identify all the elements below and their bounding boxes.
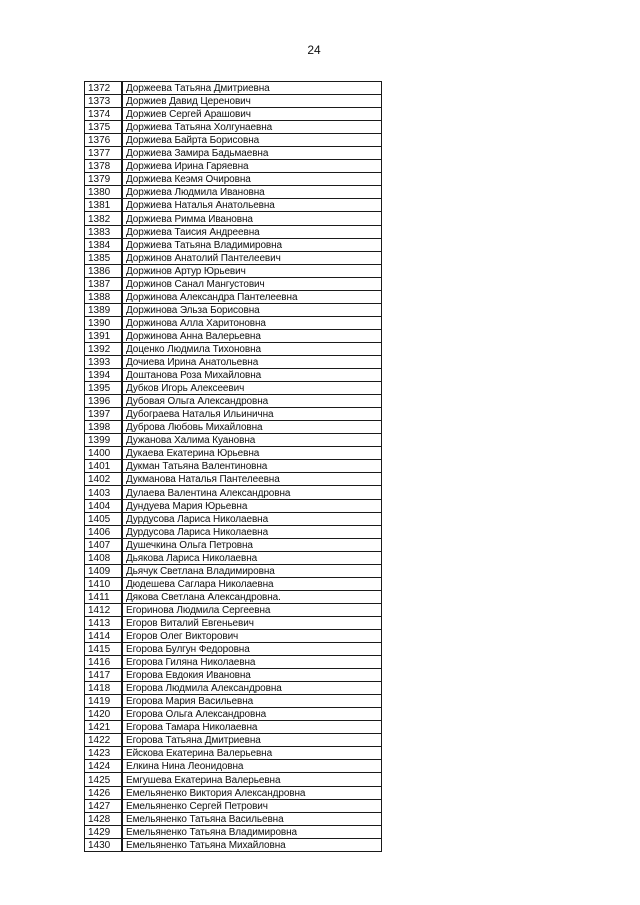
table-row (85, 669, 382, 682)
row-number: 1426 (85, 786, 123, 799)
row-number: 1398 (85, 421, 123, 434)
row-number: 1423 (85, 747, 123, 760)
table-row (85, 421, 382, 434)
person-name: Доржиева Наталья Анатольевна (122, 199, 382, 212)
person-name: Доржинов Артур Юрьевич (122, 264, 382, 277)
row-number: 1399 (85, 434, 123, 447)
table-row (85, 355, 382, 368)
row-number: 1390 (85, 316, 123, 329)
table-row (85, 734, 382, 747)
person-name: Егорова Тамара Николаевна (122, 721, 382, 734)
person-name: Емельяненко Татьяна Владимировна (122, 825, 382, 838)
row-number: 1424 (85, 760, 123, 773)
table-row (85, 499, 382, 512)
table-row (85, 695, 382, 708)
row-number: 1418 (85, 682, 123, 695)
table-row (85, 434, 382, 447)
table-row (85, 329, 382, 342)
person-name: Дундуева Мария Юрьевна (122, 499, 382, 512)
row-number: 1377 (85, 147, 123, 160)
row-number: 1415 (85, 643, 123, 656)
table-row (85, 238, 382, 251)
person-name: Дулаева Валентина Александровна (122, 486, 382, 499)
person-name: Дьякова Лариса Николаевна (122, 551, 382, 564)
row-number: 1416 (85, 656, 123, 669)
person-name: Егорова Татьяна Дмитриевна (122, 734, 382, 747)
roster-body (85, 82, 382, 852)
row-number: 1405 (85, 512, 123, 525)
table-row (85, 786, 382, 799)
row-number: 1421 (85, 721, 123, 734)
person-name: Доржиев Сергей Арашович (122, 108, 382, 121)
table-row (85, 812, 382, 825)
person-name: Дуброва Любовь Михайловна (122, 421, 382, 434)
table-row (85, 186, 382, 199)
person-name: Егорова Мария Васильевна (122, 695, 382, 708)
row-number: 1375 (85, 121, 123, 134)
row-number: 1387 (85, 277, 123, 290)
person-name: Егорова Ольга Александровна (122, 708, 382, 721)
table-row (85, 747, 382, 760)
table-row (85, 643, 382, 656)
person-name: Душечкина Ольга Петровна (122, 538, 382, 551)
table-row (85, 799, 382, 812)
row-number: 1428 (85, 812, 123, 825)
row-number: 1422 (85, 734, 123, 747)
table-row (85, 134, 382, 147)
person-name: Егорова Евдокия Ивановна (122, 669, 382, 682)
person-name: Доржиева Кеэмя Очировна (122, 173, 382, 186)
person-name: Дякова Светлана Александровна. (122, 590, 382, 603)
row-number: 1410 (85, 577, 123, 590)
person-name: Емельяненко Виктория Александровна (122, 786, 382, 799)
row-number: 1404 (85, 499, 123, 512)
person-name: Егорова Людмила Александровна (122, 682, 382, 695)
person-name: Доржинова Александра Пантелеевна (122, 290, 382, 303)
person-name: Дубков Игорь Алексеевич (122, 382, 382, 395)
person-name: Дурдусова Лариса Николаевна (122, 512, 382, 525)
table-row (85, 408, 382, 421)
table-row (85, 251, 382, 264)
person-name: Емгушева Екатерина Валерьевна (122, 773, 382, 786)
table-row (85, 277, 382, 290)
person-name: Дужанова Халима Куановна (122, 434, 382, 447)
row-number: 1374 (85, 108, 123, 121)
row-number: 1372 (85, 82, 123, 95)
row-number: 1429 (85, 825, 123, 838)
person-name: Ейскова Екатерина Валерьевна (122, 747, 382, 760)
person-name: Дукман Татьяна Валентиновна (122, 460, 382, 473)
row-number: 1380 (85, 186, 123, 199)
row-number: 1376 (85, 134, 123, 147)
table-row (85, 564, 382, 577)
table-row (85, 303, 382, 316)
table-row (85, 369, 382, 382)
row-number: 1379 (85, 173, 123, 186)
row-number: 1384 (85, 238, 123, 251)
table-row (85, 616, 382, 629)
row-number: 1420 (85, 708, 123, 721)
table-row (85, 551, 382, 564)
person-name: Доржиева Ирина Гаряевна (122, 160, 382, 173)
table-row (85, 473, 382, 486)
person-name: Доржиева Таисия Андреевна (122, 225, 382, 238)
row-number: 1395 (85, 382, 123, 395)
row-number: 1414 (85, 629, 123, 642)
row-number: 1411 (85, 590, 123, 603)
row-number: 1427 (85, 799, 123, 812)
person-name: Доржиева Римма Ивановна (122, 212, 382, 225)
row-number: 1386 (85, 264, 123, 277)
row-number: 1409 (85, 564, 123, 577)
row-number: 1389 (85, 303, 123, 316)
row-number: 1397 (85, 408, 123, 421)
table-row (85, 708, 382, 721)
person-name: Егоров Олег Викторович (122, 629, 382, 642)
row-number: 1391 (85, 329, 123, 342)
row-number: 1412 (85, 603, 123, 616)
table-row (85, 342, 382, 355)
person-name: Елкина Нина Леонидовна (122, 760, 382, 773)
table-row (85, 316, 382, 329)
table-row (85, 95, 382, 108)
person-name: Емельяненко Татьяна Михайловна (122, 838, 382, 851)
person-name: Дочиева Ирина Анатольевна (122, 355, 382, 368)
row-number: 1407 (85, 538, 123, 551)
person-name: Доржиева Татьяна Владимировна (122, 238, 382, 251)
person-name: Емельяненко Сергей Петрович (122, 799, 382, 812)
person-name: Доценко Людмила Тихоновна (122, 342, 382, 355)
row-number: 1403 (85, 486, 123, 499)
row-number: 1406 (85, 525, 123, 538)
row-number: 1402 (85, 473, 123, 486)
row-number: 1373 (85, 95, 123, 108)
person-name: Дубовая Ольга Александровна (122, 395, 382, 408)
table-row (85, 512, 382, 525)
person-name: Доржиева Людмила Ивановна (122, 186, 382, 199)
table-row (85, 108, 382, 121)
person-name: Егоринова Людмила Сергеевна (122, 603, 382, 616)
row-number: 1378 (85, 160, 123, 173)
row-number: 1383 (85, 225, 123, 238)
roster-table (84, 81, 382, 852)
row-number: 1401 (85, 460, 123, 473)
table-row (85, 525, 382, 538)
row-number: 1396 (85, 395, 123, 408)
table-row (85, 682, 382, 695)
table-row (85, 173, 382, 186)
table-row (85, 447, 382, 460)
person-name: Егорова Булгун Федоровна (122, 643, 382, 656)
table-row (85, 395, 382, 408)
table-row (85, 773, 382, 786)
table-row (85, 825, 382, 838)
row-number: 1400 (85, 447, 123, 460)
person-name: Доржинова Алла Харитоновна (122, 316, 382, 329)
row-number: 1430 (85, 838, 123, 851)
row-number: 1419 (85, 695, 123, 708)
table-row (85, 629, 382, 642)
person-name: Доржинова Эльза Борисовна (122, 303, 382, 316)
table-row (85, 225, 382, 238)
person-name: Егоров Виталий Евгеньевич (122, 616, 382, 629)
table-row (85, 212, 382, 225)
row-number: 1381 (85, 199, 123, 212)
person-name: Доржиева Байрта Борисовна (122, 134, 382, 147)
row-number: 1425 (85, 773, 123, 786)
table-row (85, 264, 382, 277)
table-row (85, 760, 382, 773)
person-name: Дубограева Наталья Ильинична (122, 408, 382, 421)
person-name: Доржинов Анатолий Пантелеевич (122, 251, 382, 264)
person-name: Емельяненко Татьяна Васильевна (122, 812, 382, 825)
table-row (85, 121, 382, 134)
row-number: 1394 (85, 369, 123, 382)
person-name: Доштанова Роза Михайловна (122, 369, 382, 382)
table-row (85, 603, 382, 616)
person-name: Доржиева Татьяна Холгунаевна (122, 121, 382, 134)
table-row (85, 199, 382, 212)
person-name: Доржинова Анна Валерьевна (122, 329, 382, 342)
table-row (85, 460, 382, 473)
row-number: 1385 (85, 251, 123, 264)
table-row (85, 382, 382, 395)
person-name: Дьячук Светлана Владимировна (122, 564, 382, 577)
person-name: Доржеева Татьяна Дмитриевна (122, 82, 382, 95)
table-row (85, 590, 382, 603)
person-name: Доржинов Санал Мангустович (122, 277, 382, 290)
row-number: 1417 (85, 669, 123, 682)
table-row (85, 721, 382, 734)
table-row (85, 538, 382, 551)
person-name: Дукманова Наталья Пантелеевна (122, 473, 382, 486)
table-row (85, 290, 382, 303)
row-number: 1408 (85, 551, 123, 564)
page-number: 24 (307, 43, 321, 57)
row-number: 1393 (85, 355, 123, 368)
table-row (85, 147, 382, 160)
person-name: Доржиев Давид Церенович (122, 95, 382, 108)
row-number: 1382 (85, 212, 123, 225)
person-name: Дукаева Екатерина Юрьевна (122, 447, 382, 460)
table-row (85, 838, 382, 851)
row-number: 1413 (85, 616, 123, 629)
table-row (85, 82, 382, 95)
person-name: Доржиева Замира Бадьмаевна (122, 147, 382, 160)
table-row (85, 486, 382, 499)
row-number: 1388 (85, 290, 123, 303)
person-name: Дурдусова Лариса Николаевна (122, 525, 382, 538)
person-name: Егорова Гиляна Николаевна (122, 656, 382, 669)
table-row (85, 160, 382, 173)
person-name: Дюдешева Саглара Николаевна (122, 577, 382, 590)
row-number: 1392 (85, 342, 123, 355)
table-row (85, 577, 382, 590)
table-row (85, 656, 382, 669)
